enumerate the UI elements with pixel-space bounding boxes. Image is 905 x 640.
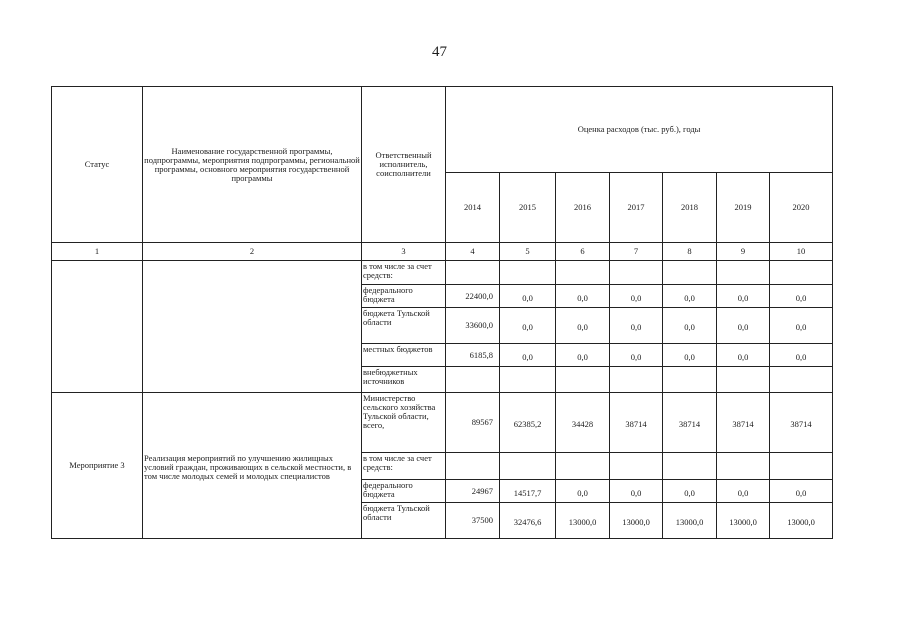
row-label: Министерство сельского хозяйства Тульской области, всего, — [362, 393, 446, 453]
cell-value: 38714 — [610, 393, 663, 453]
cell-value: 13000,0 — [556, 503, 610, 539]
cell-value — [663, 261, 717, 285]
year-2018: 2018 — [663, 173, 717, 243]
col-number: 7 — [610, 243, 663, 261]
col-number: 6 — [556, 243, 610, 261]
cell-value: 0,0 — [500, 344, 556, 367]
cell-value: 0,0 — [663, 308, 717, 344]
cell-value: 0,0 — [500, 285, 556, 308]
table-row — [52, 261, 833, 285]
year-2019: 2019 — [717, 173, 770, 243]
row-label: в том числе за счет средств: — [362, 453, 446, 480]
row-label: федерального бюджета — [362, 480, 446, 503]
cell-value — [717, 367, 770, 393]
cell-value: 62385,2 — [500, 393, 556, 453]
cell-value — [717, 453, 770, 480]
row-label: федерального бюджета — [362, 285, 446, 308]
cell-value: 14517,7 — [500, 480, 556, 503]
cell-value: 22400,0 — [446, 285, 500, 308]
cell-value: 13000,0 — [717, 503, 770, 539]
year-2017: 2017 — [610, 173, 663, 243]
cell-value: 34428 — [556, 393, 610, 453]
cell-value: 38714 — [770, 393, 833, 453]
cell-value: 0,0 — [610, 344, 663, 367]
cell-value — [556, 367, 610, 393]
cell-value: 38714 — [717, 393, 770, 453]
cell-value — [556, 261, 610, 285]
cell-value: 0,0 — [717, 480, 770, 503]
cell-value: 0,0 — [770, 344, 833, 367]
year-2015: 2015 — [500, 173, 556, 243]
row-label: местных бюджетов — [362, 344, 446, 367]
cell-value: 0,0 — [610, 285, 663, 308]
cell-value: 0,0 — [556, 480, 610, 503]
cell-value: 0,0 — [663, 480, 717, 503]
cell-value — [500, 367, 556, 393]
cell-value: 89567 — [446, 393, 500, 453]
header-executor: Ответственный исполнитель, соисполнители — [362, 87, 446, 243]
cell-value — [446, 453, 500, 480]
cell-value — [663, 367, 717, 393]
cell-value: 0,0 — [717, 285, 770, 308]
row-label: в том числе за счет средств: — [362, 261, 446, 285]
cell-value: 0,0 — [717, 308, 770, 344]
year-2016: 2016 — [556, 173, 610, 243]
cell-value: 13000,0 — [663, 503, 717, 539]
cell-value: 0,0 — [610, 480, 663, 503]
block2-description: Реализация мероприятий по улучшению жилищных условий граждан, проживающих в сельской местности, в том числе молодых семей и молодых специалистов — [143, 393, 362, 539]
cell-value — [610, 453, 663, 480]
col-number: 3 — [362, 243, 446, 261]
cell-value — [717, 261, 770, 285]
row-label: внебюджетных источников — [362, 367, 446, 393]
cell-value: 13000,0 — [610, 503, 663, 539]
year-2014: 2014 — [446, 173, 500, 243]
cell-value: 0,0 — [663, 344, 717, 367]
col-number: 4 — [446, 243, 500, 261]
col-number: 10 — [770, 243, 833, 261]
cell-value — [770, 261, 833, 285]
budget-table — [51, 86, 833, 539]
col-number: 2 — [143, 243, 362, 261]
cell-value — [500, 453, 556, 480]
block2-status: Мероприятие 3 — [52, 393, 143, 539]
cell-value: 24967 — [446, 480, 500, 503]
cell-value — [446, 367, 500, 393]
col-number: 5 — [500, 243, 556, 261]
cell-value: 0,0 — [770, 480, 833, 503]
cell-value — [556, 453, 610, 480]
cell-value — [500, 261, 556, 285]
header-name: Наименование государственной программы, подпрограммы, мероприятия подпрограммы, региональной программы, основного мероприятия государственной программы — [143, 87, 362, 243]
cell-value: 0,0 — [663, 285, 717, 308]
cell-value: 0,0 — [770, 285, 833, 308]
cell-value — [610, 367, 663, 393]
cell-value: 0,0 — [556, 285, 610, 308]
cell-value: 37500 — [446, 503, 500, 539]
cell-value: 0,0 — [770, 308, 833, 344]
cell-value: 32476,6 — [500, 503, 556, 539]
cell-value: 13000,0 — [770, 503, 833, 539]
cell-value: 0,0 — [556, 344, 610, 367]
col-number: 8 — [663, 243, 717, 261]
page-number: 47 — [432, 44, 447, 60]
cell-value: 0,0 — [556, 308, 610, 344]
row-label: бюджета Тульской области — [362, 503, 446, 539]
cell-value — [446, 261, 500, 285]
cell-value: 0,0 — [500, 308, 556, 344]
cell-value: 38714 — [663, 393, 717, 453]
cell-value: 0,0 — [717, 344, 770, 367]
block1-description — [143, 261, 362, 393]
header-status: Статус — [52, 87, 143, 243]
block1-status — [52, 261, 143, 393]
cell-value — [610, 261, 663, 285]
cell-value — [770, 453, 833, 480]
cell-value: 6185,8 — [446, 344, 500, 367]
row-label: бюджета Тульской области — [362, 308, 446, 344]
cell-value: 0,0 — [610, 308, 663, 344]
col-number: 9 — [717, 243, 770, 261]
year-2020: 2020 — [770, 173, 833, 243]
cell-value — [663, 453, 717, 480]
table-row — [52, 393, 833, 453]
cell-value — [770, 367, 833, 393]
col-number: 1 — [52, 243, 143, 261]
cell-value: 33600,0 — [446, 308, 500, 344]
header-expenses: Оценка расходов (тыс. руб.), годы — [446, 87, 833, 173]
